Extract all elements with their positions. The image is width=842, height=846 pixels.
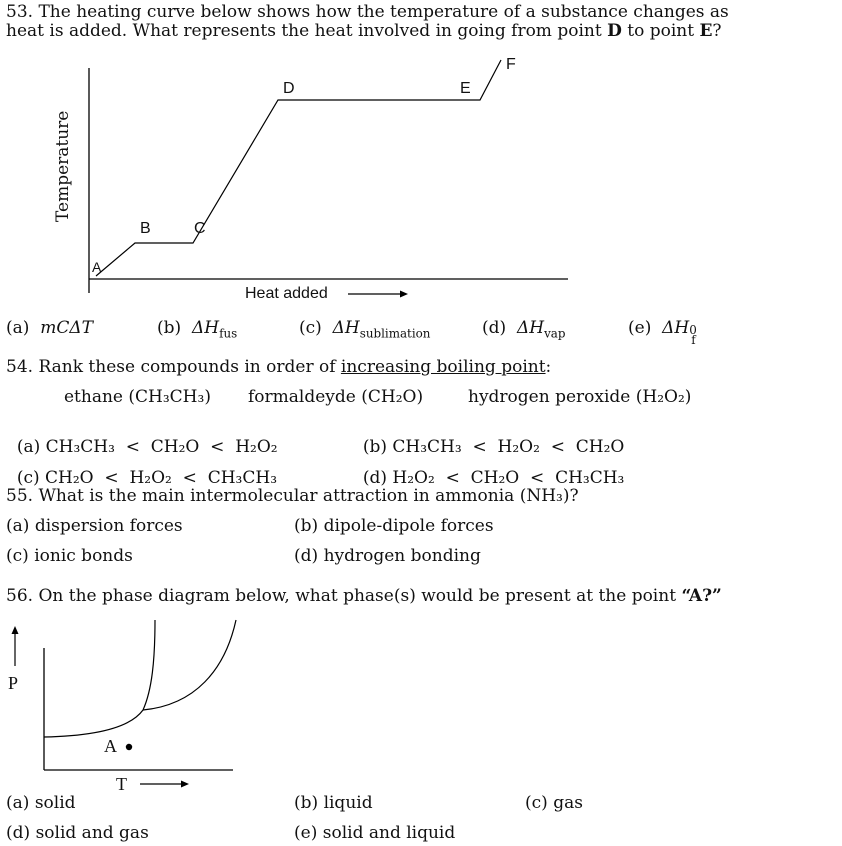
solid-liquid-curve — [143, 620, 155, 710]
q54-number: 54. — [6, 357, 34, 377]
heating-point-a: A — [92, 259, 102, 275]
heating-point-b: B — [140, 220, 151, 237]
q53-option-d[interactable]: (d) $\Delta H_{vap}$ — [482, 318, 566, 341]
q54-option-c[interactable]: (c) CH₂O < H₂O₂ < CH₃CH₃ — [16, 468, 278, 488]
q55-option-c[interactable]: (c) ionic bonds — [6, 546, 133, 566]
q53-text-line1: The heating curve below shows how the temperature of a substance changes as — [38, 2, 729, 22]
q54-underlined: increasing boiling point — [340, 357, 546, 377]
liquid-gas-curve — [143, 620, 236, 710]
q54-stem: 54. Rank these compounds in order of increasing boiling point: — [6, 357, 552, 377]
q56-stem: 56. On the phase diagram below, what phase(s) would be present at the point “A?” — [6, 586, 722, 606]
q53-option-b[interactable]: (b) $\Delta H_{fus}$ — [157, 318, 238, 341]
q56-option-d[interactable]: (d) solid and gas — [6, 823, 149, 843]
q53-point-to: E — [699, 21, 713, 41]
q55-option-b[interactable]: (b) dipole-dipole forces — [294, 516, 494, 536]
q53-point-from: D — [607, 21, 622, 41]
heating-point-f: F — [506, 56, 516, 73]
q53-number: 53. — [6, 2, 34, 22]
q53-option-e[interactable]: (e) ΔH 0 f — [628, 318, 697, 347]
q53-option-c[interactable]: (c) $\Delta H_{sublimation}$ — [299, 318, 431, 341]
phase-y-label: P — [8, 673, 19, 693]
q54-option-a[interactable]: (a) CH₃CH₃ < CH₂O < H₂O₂ — [16, 437, 278, 457]
heating-y-label: Temperature — [53, 110, 73, 222]
q54-option-d[interactable]: (d) H₂O₂ < CH₂O < CH₃CH₃ — [362, 468, 625, 488]
heating-curve-line — [96, 60, 501, 276]
q56-option-a[interactable]: (a) solid — [6, 793, 76, 813]
heating-x-label: Heat added — [245, 285, 328, 302]
q56-option-b[interactable]: (b) liquid — [294, 793, 373, 813]
pressure-arrow-head — [12, 626, 19, 634]
q53-stem-line2: heat is added. What represents the heat involved in going from point D to point E? — [6, 21, 722, 41]
phase-point-a-dot — [126, 744, 132, 750]
q55-number: 55. — [6, 486, 34, 506]
q54-compound-peroxide: hydrogen peroxide (H₂O₂) — [468, 387, 692, 407]
heating-point-d: D — [283, 80, 295, 97]
q54-option-b[interactable]: (b) CH₃CH₃ < H₂O₂ < CH₂O — [362, 437, 625, 457]
heat-arrow-head — [400, 291, 408, 298]
q55-option-d[interactable]: (d) hydrogen bonding — [294, 546, 481, 566]
q53-option-a[interactable]: (a) mCΔT — [6, 318, 93, 338]
q56-option-c[interactable]: (c) gas — [525, 793, 583, 813]
q56-number: 56. — [6, 586, 34, 606]
q56-point-a: “A?” — [681, 586, 722, 606]
q55-stem: 55. What is the main intermolecular attraction in ammonia (NH₃)? — [6, 486, 579, 506]
temperature-arrow-head — [181, 781, 189, 788]
q55-option-a[interactable]: (a) dispersion forces — [6, 516, 183, 536]
q56-option-e[interactable]: (e) solid and liquid — [294, 823, 456, 843]
heating-y-label-wrap — [48, 110, 73, 222]
heating-point-c: C — [194, 220, 206, 237]
heating-point-e: E — [460, 80, 471, 97]
q54-compound-formaldehyde: formaldeyde (CH₂O) — [248, 387, 424, 407]
phase-point-a-label: A — [104, 736, 117, 756]
solid-gas-curve — [44, 710, 143, 737]
phase-x-label: T — [116, 774, 127, 794]
q54-compound-ethane: ethane (CH₃CH₃) — [64, 387, 211, 407]
